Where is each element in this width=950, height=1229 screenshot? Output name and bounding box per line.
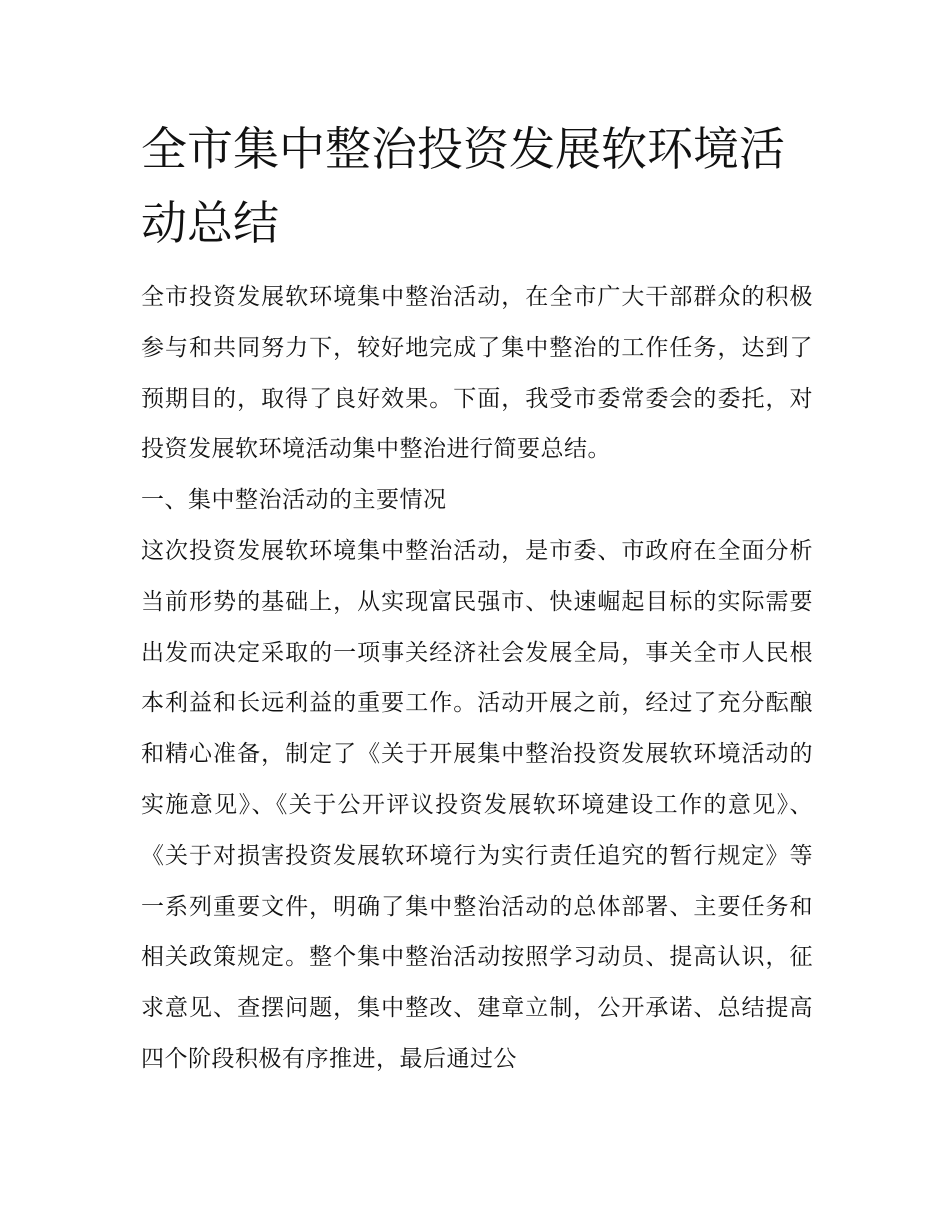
document-body	[141, 112, 813, 1085]
paragraph-intro: 全市投资发展软环境集中整治活动，在全市广大干部群众的积极参与和共同努力下，较好地完成了集中整治的工作任务，达到了预期目的，取得了良好效果。下面，我受市委常委会的委托，对投资发展软环境活动集中整治进行简要总结。	[141, 284, 813, 463]
paragraph-body: 这次投资发展软环境集中整治活动，是市委、市政府在全面分析当前形势的基础上，从实现富民强市、快速崛起目标的实际需要出发而决定采取的一项事关经济社会发展全局，事关全市人民根本利益和长远利益的重要工作。活动开展之前，经过了充分酝酿和精心准备，制定了《关于开展集中整治投资发展软环境活动的实施意见》、《关于公开评议投资发展软环境建设工作的意见》、《关于对损害投资发展软环境行为实行责任追究的暂行规定》等一系列重要文件，明确了集中整治活动的总体部署、主要任务和相关政策规定。整个集中整治活动按照学习动员、提高认识，征求意见、查摆问题，集中整改、建章立制，公开承诺、总结提高四个阶段积极有序推进，最后通过公	[141, 537, 813, 1072]
document-title: 全市集中整治投资发展软环境活动总结	[141, 122, 785, 250]
section-heading: 一、集中整治活动的主要情况	[141, 487, 447, 514]
